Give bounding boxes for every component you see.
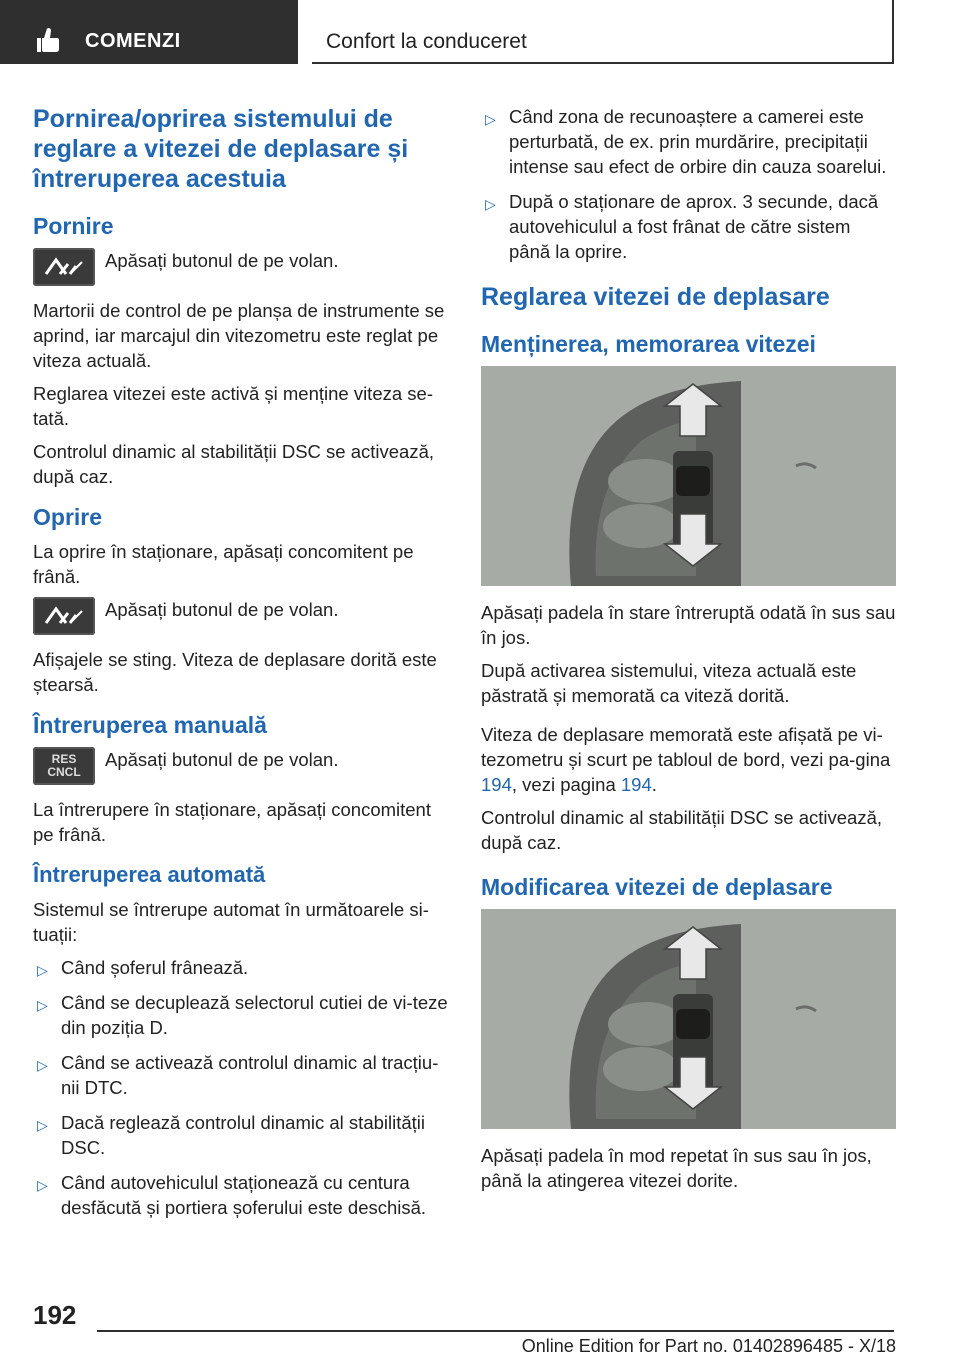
page-number: 192 — [33, 1300, 77, 1330]
modificare-p1: Apăsați padela în mod repetat în sus sau în jos, până la atingerea vitezei dorite. — [481, 1145, 872, 1191]
triangle-bullet-icon: ▷ — [485, 196, 496, 212]
pornire-p2: Reglarea vitezei este activă și menține viteza se‐tată. — [33, 383, 433, 429]
triangle-bullet-icon: ▷ — [37, 962, 48, 978]
oprire-p1: La oprire în staționare, apăsați concomitent pe frână. — [33, 541, 414, 587]
steering-wheel-photo — [481, 366, 896, 586]
header-tab-label: COMENZI — [85, 30, 181, 52]
heading-modificare: Modificarea vitezei de deplasare — [481, 874, 833, 900]
section-title: Confort la conduceret — [326, 30, 527, 53]
manuala-icon-text: Apăsați butonul de pe volan. — [105, 749, 339, 770]
list-item: ▷ Dacă reglează controlul dinamic al stabilității DSC. — [37, 1112, 426, 1158]
footer-divider — [97, 1330, 894, 1332]
oprire-icon-text: Apăsați butonul de pe volan. — [105, 599, 339, 620]
heading-automata: Întreruperea automată — [33, 862, 266, 887]
heading-mentinere: Menținerea, memorarea vitezei — [481, 331, 816, 357]
oprire-p2: Afișajele se sting. Viteza de deplasare dorită este ștearsă. — [33, 649, 437, 695]
cruise-control-button-icon — [33, 597, 95, 635]
mentinere-p4: Controlul dinamic al stabilității DSC se activează, după caz. — [481, 807, 883, 853]
mentinere-p3: Viteza de deplasare memorată este afișată pe vi‐tezometru și scurt pe tabloul de bord, vezi pa‐gina 194, vezi pagina 194. — [481, 724, 891, 795]
triangle-bullet-icon: ▷ — [485, 111, 496, 127]
heading-manuala: Întreruperea manuală — [33, 712, 267, 738]
list-item: ▷ După o staționare de aprox. 3 secunde, dacă autovehiculul a fost frânat de către sistem până la oprire. — [485, 191, 879, 262]
mentinere-p1: Apăsați padela în stare întreruptă odată în sus sau în jos. — [481, 602, 896, 648]
heading-reglarea: Reglarea vitezei de deplasare — [481, 283, 830, 311]
manuala-icon-row — [33, 747, 451, 785]
triangle-bullet-icon: ▷ — [37, 997, 48, 1013]
triangle-bullet-icon: ▷ — [37, 1057, 48, 1073]
pornire-icon-text: Apăsați butonul de pe volan. — [105, 250, 339, 271]
hand-pointer-icon — [36, 26, 64, 54]
left-column — [33, 100, 451, 1230]
heading-oprire: Oprire — [33, 504, 103, 530]
pornire-p1: Martorii de control de pe planșa de instrumente se aprind, iar marcajul din vitezometru este reglat pe viteza actuală. — [33, 300, 445, 371]
list-item: ▷ Când autovehiculul staționează cu centura desfăcută și portiera șoferului este deschisă. — [37, 1172, 427, 1218]
page-title: Pornirea/oprirea sistemului de reglare a vitezei de deplasare și întreruperea acestuia — [33, 105, 409, 193]
list-item: ▷ Când se activează controlul dinamic al tracțiu‐nii DTC. — [37, 1052, 439, 1098]
triangle-bullet-icon: ▷ — [37, 1177, 48, 1193]
res-cncl-button-icon — [33, 747, 95, 785]
res-label: RES — [51, 752, 77, 766]
right-column — [481, 100, 896, 1201]
right-list — [481, 104, 896, 264]
triangle-bullet-icon: ▷ — [37, 1117, 48, 1133]
cruise-control-button-icon — [33, 248, 95, 286]
mentinere-p2: După activarea sistemului, viteza actuală este păstrată și memorată ca viteză dorită. — [481, 660, 857, 706]
heading-pornire: Pornire — [33, 213, 114, 239]
footer-edition: Online Edition for Part no. 01402896485 - X/18 — [521, 1336, 896, 1356]
pornire-icon-row — [33, 248, 451, 286]
manuala-p1: La întrerupere în staționare, apăsați concomitent pe frână. — [33, 799, 431, 845]
page-link[interactable]: 194 — [481, 774, 512, 795]
list-item: ▷ Când se decuplează selectorul cutiei de vi‐teze din poziția D. — [37, 992, 448, 1038]
list-item: ▷ Când zona de recunoaștere a camerei este perturbată, de ex. prin murdărire, precipitații intense sau efect de orbire din cauza soarelui. — [485, 106, 887, 177]
cncl-label: CNCL — [47, 765, 81, 779]
oprire-icon-row — [33, 597, 451, 635]
automata-p1: Sistemul se întrerupe automat în următoarele si‐tuații: — [33, 899, 429, 945]
header-tab — [0, 0, 298, 64]
page-link[interactable]: 194 — [620, 774, 652, 795]
list-item: ▷ Când șoferul frânează. — [33, 955, 451, 980]
automata-list — [33, 955, 451, 1220]
header-section — [312, 0, 894, 64]
pornire-p3: Controlul dinamic al stabilității DSC se activează, după caz. — [33, 441, 435, 487]
steering-wheel-photo — [481, 909, 896, 1129]
